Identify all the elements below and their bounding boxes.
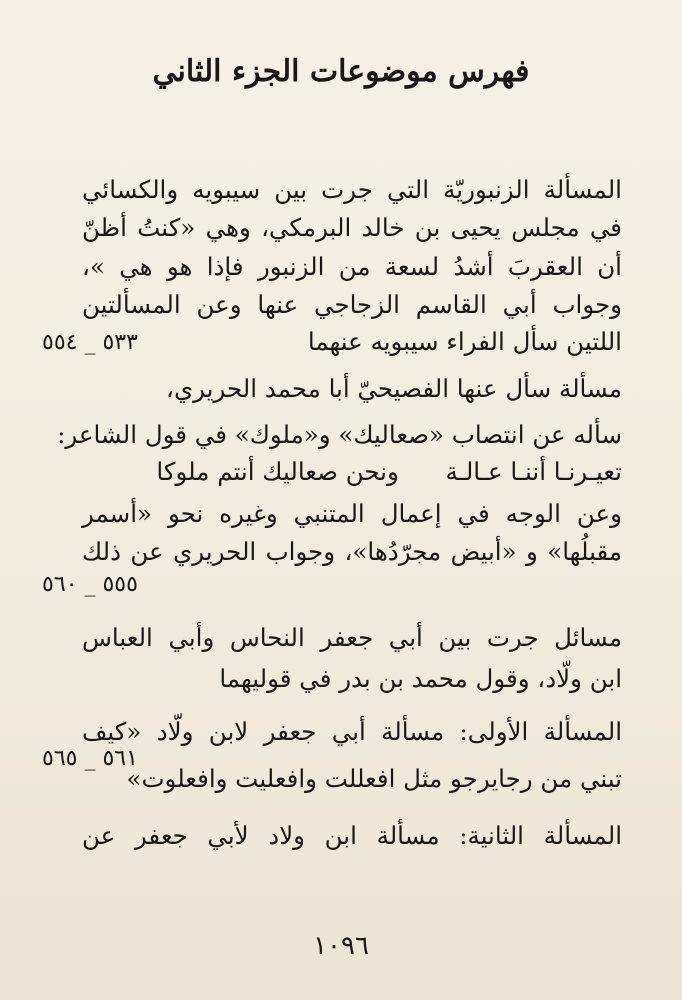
text-line: أن العقربَ أشدُ لسعة من الزنبور فإذا هو هي »،	[82, 252, 622, 281]
text-line: ابن ولّاد، وقول محمد بن بدر في قوليهما	[219, 664, 622, 693]
text-line: تبني من رجايرجو مثل افعللت وافعليت وافعلوت»	[126, 764, 622, 793]
verse-line: تعيـرنـا أننـا عـالـة ونحن صعاليك أنتم ملوكا	[156, 457, 622, 486]
page-range: ٥٥٥ _ ٥٦٠	[42, 572, 138, 597]
page-title: فهرس موضوعات الجزء الثاني	[152, 54, 530, 89]
page-range: ٥٦١ _ ٥٦٥	[42, 746, 138, 771]
text-line: المسألة الأولى: مسألة أبي جعفر لابن ولّاد «كيف	[82, 717, 622, 746]
page-number: ١٠٩٦	[313, 931, 369, 961]
text-line: المسألة الزنبوريّة التي جرت بين سيبويه والكسائي	[82, 175, 622, 204]
text-line: مسائل جرت بين أبي جعفر النحاس وأبي العباس	[82, 623, 622, 652]
text-line: مقبلُها» و «أبيض مجرّدُها»، وجواب الحريري عن ذلك	[82, 537, 622, 566]
text-line: في مجلس يحيى بن خالد البرمكي، وهي «كنتُ أظنّ	[82, 213, 622, 242]
text-line: مسألة سأل عنها الفصيحيّ أبا محمد الحريري،	[166, 374, 622, 403]
text-line: المسألة الثانية: مسألة ابن ولاد لأبي جعفر عن	[82, 821, 622, 850]
text-line: وجواب أبي القاسم الزجاجي عنها وعن المسألتين	[82, 290, 622, 319]
page-range: ٥٣٣ _ ٥٥٤	[42, 330, 138, 355]
text-line: اللتين سأل الفراء سيبويه عنهما	[307, 327, 622, 356]
text-line: سأله عن انتصاب «صعاليك» و«ملوك» في قول الشاعر:	[57, 420, 622, 449]
text-line: وعن الوجه في إعمال المتنبي وغيره نحو «أسمر	[82, 499, 622, 528]
